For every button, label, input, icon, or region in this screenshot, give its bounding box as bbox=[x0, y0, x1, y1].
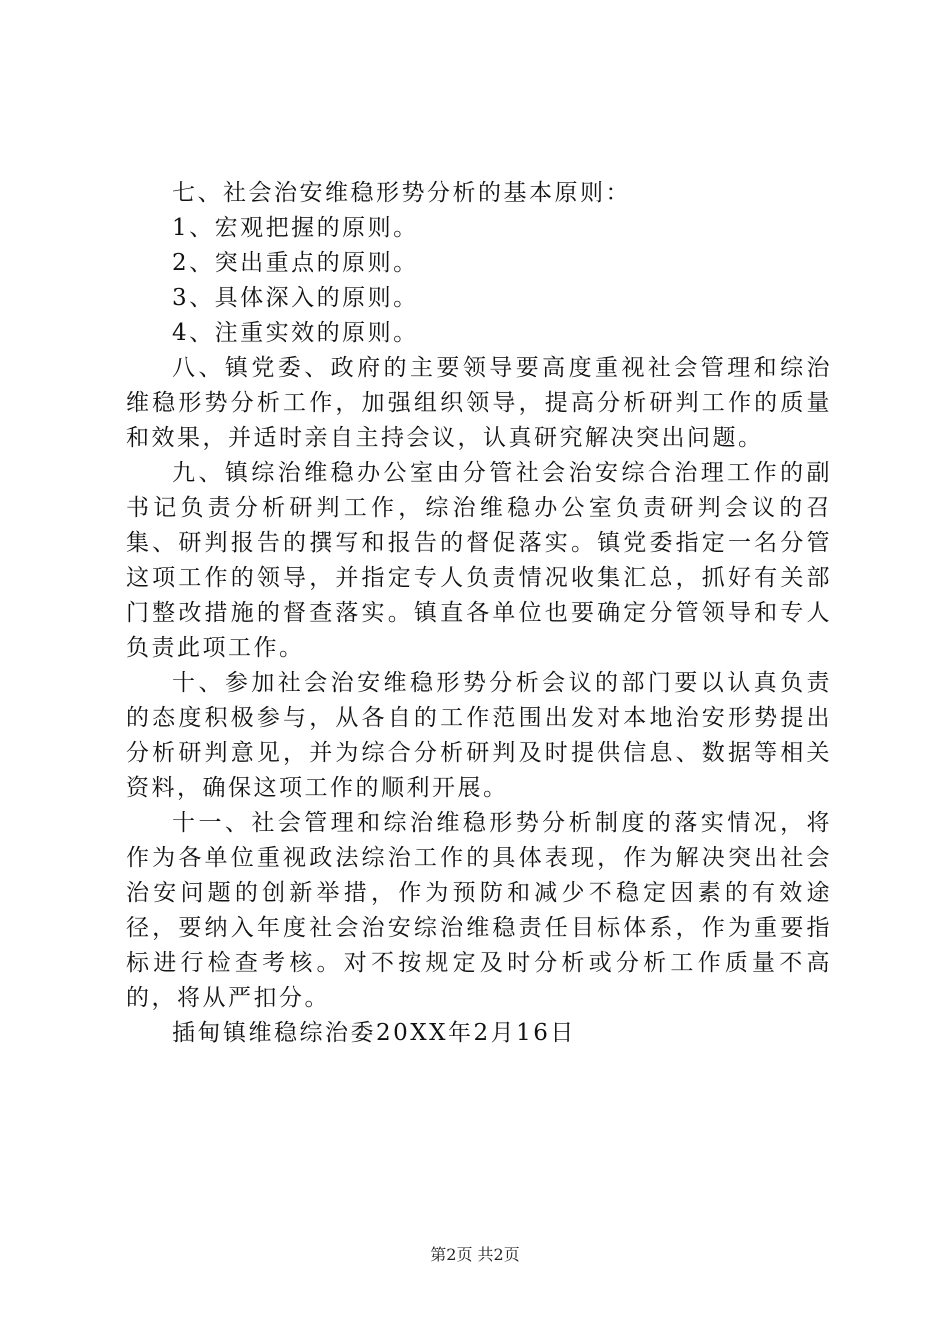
paragraph-section-10: 十、参加社会治安维稳形势分析会议的部门要以认真负责的态度积极参与，从各自的工作范围出发对本地治安形势提出分析研判意见，并为综合分析研判及时提供信息、数据等相关资料，确保这项工作的顺利开展。 bbox=[126, 670, 832, 801]
paragraph-principles-heading: 七、社会治安维稳形势分析的基本原则： bbox=[172, 180, 631, 206]
page-footer bbox=[0, 1245, 950, 1265]
paragraph-section-8: 八、镇党委、政府的主要领导要高度重视社会管理和综治维稳形势分析工作，加强组织领导，提高分析研判工作的质量和效果，并适时亲自主持会议，认真研究解决突出问题。 bbox=[126, 355, 832, 451]
paragraph-principle-4: 4、注重实效的原则。 bbox=[172, 320, 419, 346]
paragraph-principle-2: 2、突出重点的原则。 bbox=[172, 250, 419, 276]
page-number-label: 第2页 共2页 bbox=[430, 1245, 520, 1264]
paragraph-section-9: 九、镇综治维稳办公室由分管社会治安综合治理工作的副书记负责分析研判工作，综治维稳办公室负责研判会议的召集、研判报告的撰写和报告的督促落实。镇党委指定一名分管这项工作的领导，并指定专人负责情况收集汇总，抓好有关部门整改措施的督查落实。镇直各单位也要确定分管领导和专人负责此项工作。 bbox=[126, 460, 832, 661]
document-body bbox=[126, 176, 832, 1051]
paragraph-signature-date: 插甸镇维稳综治委20XX年2月16日 bbox=[172, 1020, 576, 1046]
paragraph-principle-3: 3、具体深入的原则。 bbox=[172, 285, 419, 311]
paragraph-principle-1: 1、宏观把握的原则。 bbox=[172, 215, 419, 241]
paragraph-section-11: 十一、社会管理和综治维稳形势分析制度的落实情况，将作为各单位重视政法综治工作的具体表现，作为解决突出社会治安问题的创新举措，作为预防和减少不稳定因素的有效途径，要纳入年度社会治安综治维稳责任目标体系，作为重要指标进行检查考核。对不按规定及时分析或分析工作质量不高的，将从严扣分。 bbox=[126, 810, 832, 1011]
